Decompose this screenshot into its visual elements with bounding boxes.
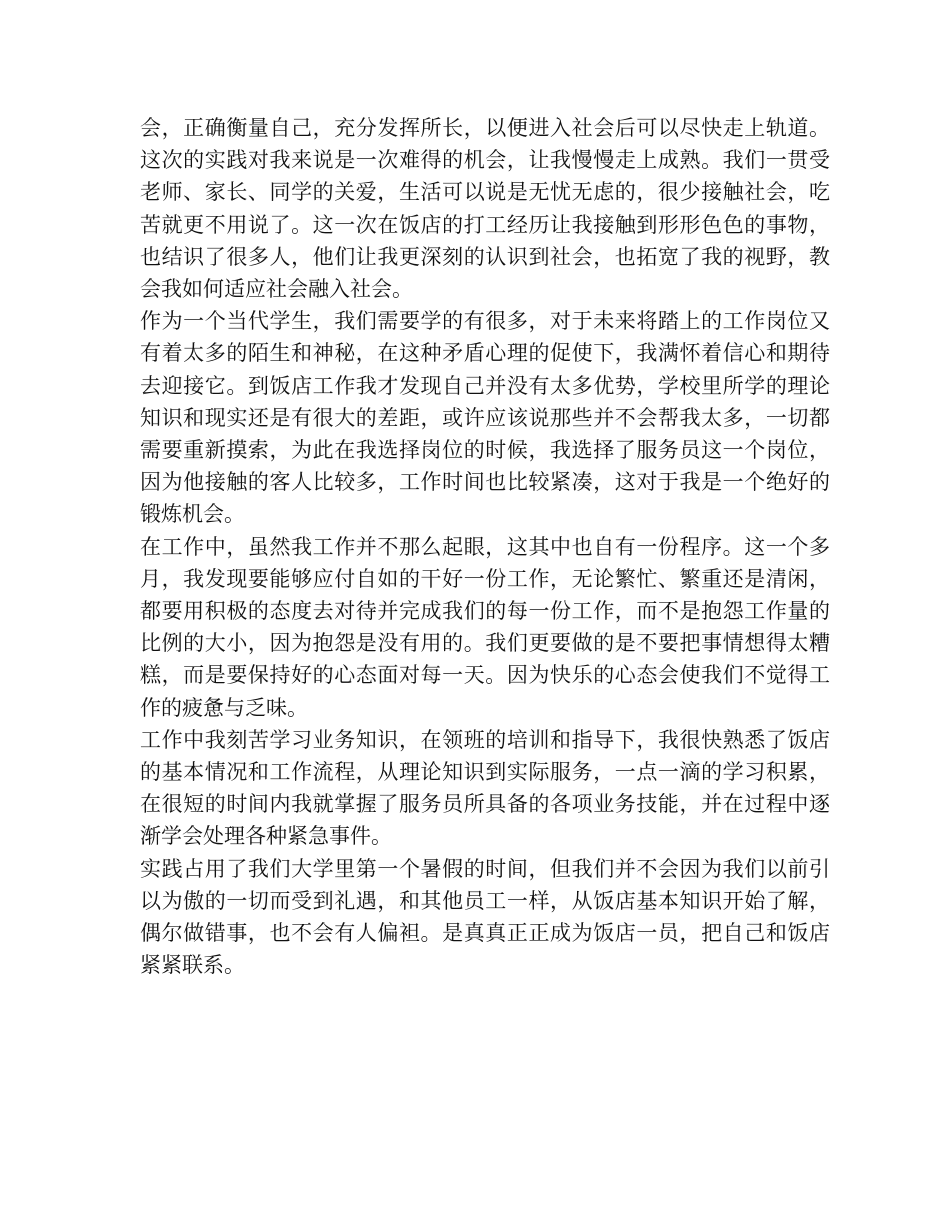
paragraph-2: 作为一个当代学生，我们需要学的有很多，对于未来将踏上的工作岗位又有着太多的陌生和神秘，在这种矛盾心理的促使下，我满怀着信心和期待去迎接它。到饭店工作我才发现自己并没有太多优势，学校里所学的理论知识和现实还是有很大的差距，或许应该说那些并不会帮我太多，一切都需要重新摸索，为此在我选择岗位的时候，我选择了服务员这一个岗位，因为他接触的客人比较多，工作时间也比较紧凑，这对于我是一个绝好的锻炼机会。	[140, 309, 830, 527]
paragraph-4: 工作中我刻苦学习业务知识，在领班的培训和指导下，我很快熟悉了饭店的基本情况和工作流程，从理论知识到实际服务，一点一滴的学习积累，在很短的时间内我就掌握了服务员所具备的各项业务技能，并在过程中逐渐学会处理各种紧急事件。	[140, 727, 830, 849]
document-body	[140, 112, 830, 981]
paragraph-5: 实践占用了我们大学里第一个暑假的时间，但我们并不会因为我们以前引以为傲的一切而受到礼遇，和其他员工一样，从饭店基本知识开始了解，偶尔做错事，也不会有人偏袒。是真真正正成为饭店一员，把自己和饭店紧紧联系。	[140, 856, 830, 978]
paragraph-1: 会，正确衡量自己，充分发挥所长，以便进入社会后可以尽快走上轨道。这次的实践对我来说是一次难得的机会，让我慢慢走上成熟。我们一贯受老师、家长、同学的关爱，生活可以说是无忧无虑的，很少接触社会，吃苦就更不用说了。这一次在饭店的打工经历让我接触到形形色色的事物，也结识了很多人，他们让我更深刻的认识到社会，也拓宽了我的视野，教会我如何适应社会融入社会。	[140, 116, 830, 302]
paragraph-3: 在工作中，虽然我工作并不那么起眼，这其中也自有一份程序。这一个多月，我发现要能够应付自如的干好一份工作，无论繁忙、繁重还是清闲，都要用积极的态度去对待并完成我们的每一份工作，而不是抱怨工作量的比例的大小，因为抱怨是没有用的。我们更要做的是不要把事情想得太糟糕，而是要保持好的心态面对每一天。因为快乐的心态会使我们不觉得工作的疲惫与乏味。	[140, 534, 830, 720]
